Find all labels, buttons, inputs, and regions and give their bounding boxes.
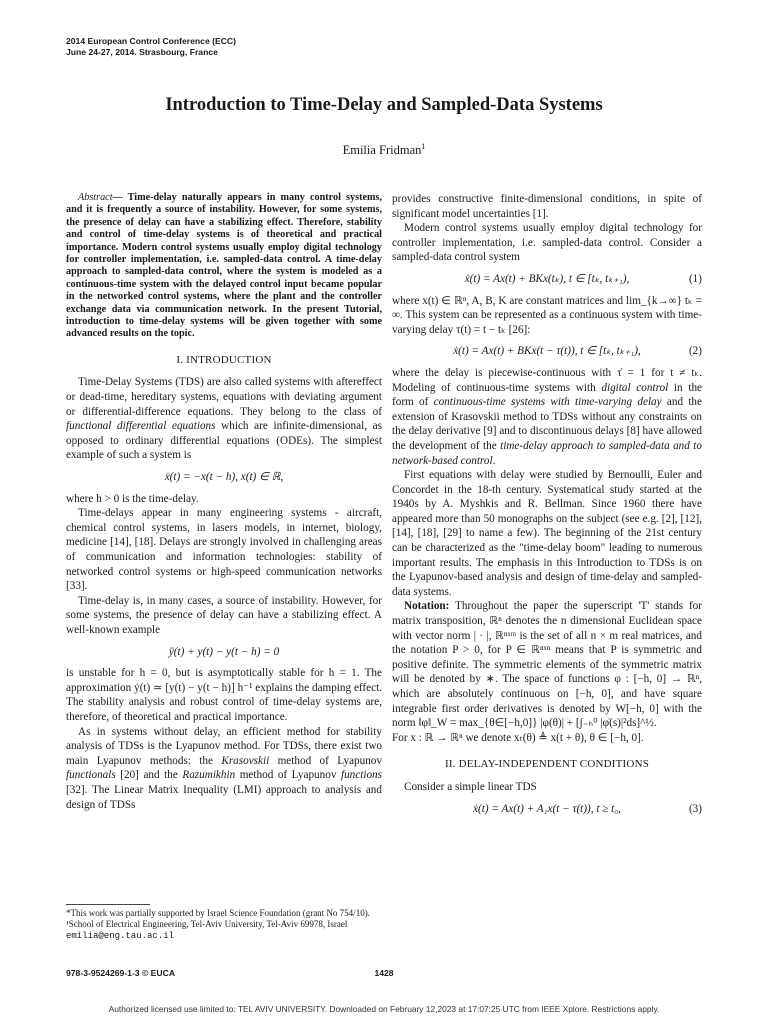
footnote-affiliation: ¹School of Electrical Engineering, Tel-Aviv University, Tel-Aviv 69978, Israel emilia@eng.tau.ac.il [66,919,348,942]
conference-date: June 24-27, 2014. Strasbourg, France [66,47,218,57]
author-email[interactable]: emilia@eng.tau.ac.il [66,931,175,942]
equation-number-1: (1) [688,272,702,285]
intro-paragraph-5: is unstable for h = 0, but is asymptotically stable for h = 1. The approximation ẏ(t) ≃ [y(t) − y(t − h)] h⁻¹ explains the damping effect. The stability analysis and robust control of time-delay systems are, therefore, of theoretical and practical importance. [66,667,382,723]
section-heading-introduction: I. INTRODUCTION [176,353,272,366]
author-line [0,142,768,158]
intro-paragraph-1: Time-Delay Systems (TDS) are also called systems with aftereffect or dead-time, hereditary systems, equations with deviating argument or differential-difference equations. They belong to the class of functional differential equations which are infinite-dimensional, as opposed to ordinary differential equations (ODEs). The simplest example of such a system is [66,376,382,462]
footnotes [66,908,382,943]
conference-header [66,36,236,58]
isbn-footer: 978-3-9524269-1-3 © EUCA [66,968,176,978]
equation-simple-delay: ẋ(t) = −x(t − h), x(t) ∈ ℝ, [164,471,284,484]
right-paragraph-2: Modern control systems usually employ digital technology for controller implementation, i.e. sampled-data control. Consider a sampled-data control system [392,222,702,264]
intro-paragraph-3: Time-delays appear in many engineering systems - aircraft, chemical control systems, in lasers models, in internet, biology, medicine [14], [18]. Delays are strongly involved in challenging areas of communication and information technologies: stability of networked control systems or high-speed communication networks [33]. [66,507,382,593]
equation-2: ẋ(t) = Ax(t) + BKx(t − τ(t)), t ∈ [tₖ, tₖ₊₁), (2) [453,345,702,358]
footnote-rule [66,904,150,905]
equation-1: ẋ(t) = Ax(t) + BKx(tₖ), t ∈ [tₖ, tₖ₊₁), (1) [464,272,702,285]
equation-3: ẋ(t) = Ax(t) + A₁x(t − τ(t)), t ≥ t₀, (3) [473,802,702,815]
equation-number-3: (3) [688,802,702,815]
footnote-funding: *This work was partially supported by Israel Science Foundation (grant No 754/10). [66,908,370,918]
right-paragraph-1: provides constructive finite-dimensional conditions, in spite of significant model uncertainties [1]. [392,193,702,220]
intro-paragraph-6: As in systems without delay, an efficient method for stability analysis of TDSs is the Lyapunov method. For TDSs, there exist two main Lyapunov methods: the Krasovskii method of Lyapunov functionals [20] and the Razumikhin method of Lyapunov functions [32]. The Linear Matrix Inequality (LMI) approach to analysis and design of TDSs [66,725,382,811]
author-name: Emilia Fridman [342,143,422,158]
intro-paragraph-2: where h > 0 is the time-delay. [66,492,199,505]
left-column [66,192,382,812]
author-affiliation-mark: 1 [421,142,426,151]
right-paragraph-8: Consider a simple linear TDS [404,780,537,793]
equation-second-order: ÿ(t) + y(t) − y(t − h) = 0 [168,645,280,658]
page-number: 1428 [374,968,394,978]
right-paragraph-5: First equations with delay were studied by Bernoulli, Euler and Concordet in the 18-th century. Systematical study started at the 1940s by A. Myshkis and R. Bellman. Since 1960 there have appeared more than 50 monographs on the subject (see e.g. [2], [12], [14], [18], [29] to name a few). The beginning of the 21st century can be characterized as the "time-delay boom" leading to numerous important results. The emphasis in this Introduction to TDSs is on the Lyapunov-based analysis and design of time-delay and sampled-data systems. [392,469,702,598]
equation-number-2: (2) [688,345,702,358]
right-column [392,192,702,823]
intro-paragraph-4: Time-delay is, in many cases, a source of instability. However, for some systems, the presence of delay can have a stabilizing effect. A well-known example [66,594,382,636]
notation-label: Notation: [404,600,450,613]
license-notice: Authorized licensed use limited to: TEL AVIV UNIVERSITY. Downloaded on February 12,2023 at 17:07:25 UTC from IEEE Xplore. Restrictions apply. [108,1004,660,1014]
abstract-text: — Time-delay naturally appears in many control systems, and it is frequently a source of instability. However, for some systems, the presence of delay can have a stabilizing effect. Therefore, stability and control of time-delay systems is of theoretical and practical importance. Modern control systems usually employ digital technology for controller implementation, i.e. sampled-data control. A time-delay approach to sampled-data control, where the system is modeled as a continuous-time system with the delayed control input became popular in the networked control systems, where the plant and the controller exchange data via communication network. In the present Tutorial, introduction to time-delay systems will be given together with some advanced results on the topic. [66,192,382,340]
right-paragraph-7: For x : ℝ → ℝⁿ we denote xₜ(θ) ≜ x(t + θ), θ ∈ [−h, 0]. [392,731,644,744]
section-heading-delay-independent: II. DELAY-INDEPENDENT CONDITIONS [444,758,650,771]
notation-paragraph: Notation: Throughout the paper the superscript 'T' stands for matrix transposition, ℝⁿ denotes the n dimensional Euclidean space with vector norm | · |, ℝⁿˣᵐ is the set of all n × m real matrices, and the notation P > 0, for P ∈ ℝⁿˣⁿ means that P is symmetric and positive definite. The symmetric elements of the symmetric matrix will be denoted by ∗. The space of functions φ : [−h, 0] → ℝⁿ, which are absolutely continuous on [−h, 0], and have square integrable first order derivatives is denoted by W[−h, 0] with the norm ‖φ‖_W = max_{θ∈[−h,0]} |φ(θ)| + [∫₋ₕ⁰ |φ̇(s)|²ds]^½. [392,600,702,730]
right-paragraph-4: where the delay is piecewise-continuous with τ̇ = 1 for t ≠ tₖ. Modeling of continuous-time systems with digital control in the form of continuous-time systems with time-varying delay and the extension of Krasovskii method to TDSs without any constraints on the delay derivative [9] and to discontinuous delays [8] have allowed the development of the time-delay approach to sampled-data and to network-based control. [392,366,702,467]
paper-title: Introduction to Time-Delay and Sampled-Data Systems [165,95,603,115]
conference-name: 2014 European Control Conference (ECC) [66,36,236,46]
abstract [66,192,382,341]
right-paragraph-3: where x(t) ∈ ℝⁿ, A, B, K are constant matrices and lim_{k→∞} tₖ = ∞. This system can be represented as a continuous system with time-varying delay τ(t) = t − tₖ [26]: [392,294,702,336]
abstract-label: Abstract [78,192,113,203]
